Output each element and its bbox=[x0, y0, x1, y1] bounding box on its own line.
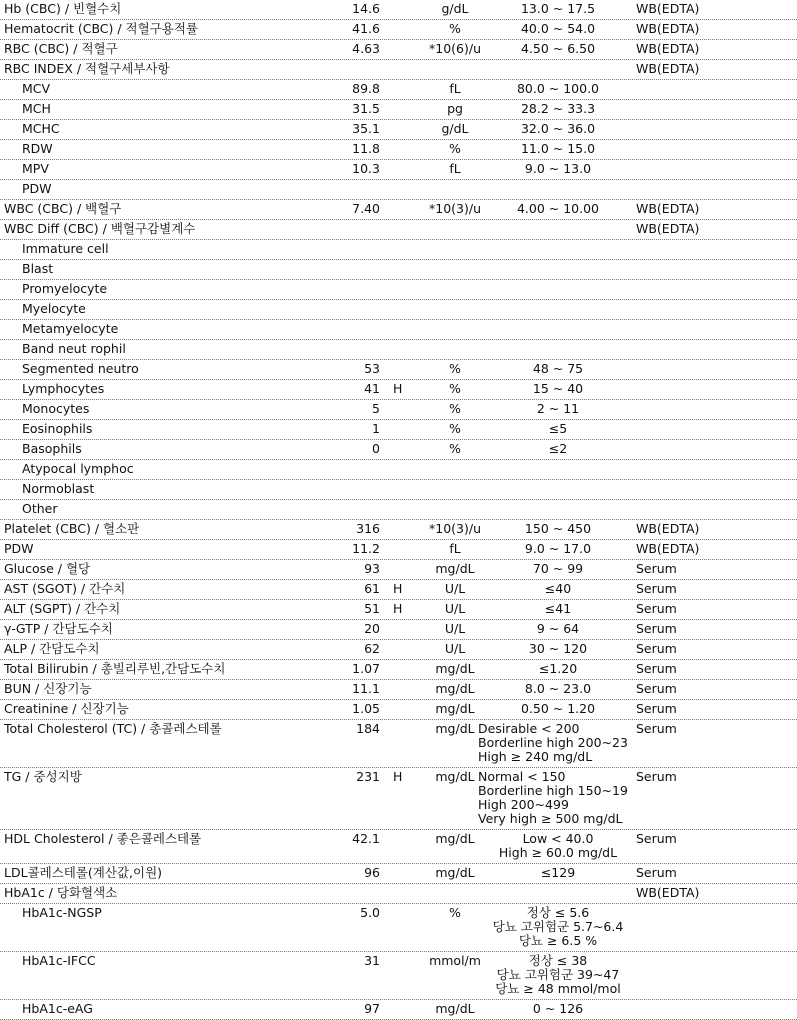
reference-range bbox=[478, 866, 638, 880]
test-name: WBC Diff (CBC) / 백혈구감별계수 bbox=[4, 221, 196, 236]
reference-line: 80.0 ~ 100.0 bbox=[516, 81, 600, 96]
test-name: WBC (CBC) / 백혈구 bbox=[4, 201, 122, 216]
reference-line: 13.0 ~ 17.5 bbox=[520, 1, 596, 16]
abnormal-flag: H bbox=[393, 381, 403, 396]
unit: U/L bbox=[444, 581, 466, 596]
unit: mg/dL bbox=[435, 661, 475, 676]
reference-range bbox=[478, 362, 638, 376]
result-value: 35.1 bbox=[352, 121, 380, 136]
reference-line: Borderline high 200~23 bbox=[478, 735, 628, 750]
specimen: WB(EDTA) bbox=[636, 201, 700, 216]
result-value: 41 bbox=[364, 381, 380, 396]
specimen: WB(EDTA) bbox=[636, 541, 700, 556]
specimen: WB(EDTA) bbox=[636, 1, 700, 16]
reference-line: High ≥ 60.0 mg/dL bbox=[498, 845, 618, 860]
unit: % bbox=[449, 21, 461, 36]
reference-line: 4.00 ~ 10.00 bbox=[516, 201, 600, 216]
reference-range bbox=[478, 832, 638, 860]
reference-range bbox=[478, 722, 638, 764]
specimen: Serum bbox=[636, 769, 677, 784]
abnormal-flag: H bbox=[393, 769, 403, 784]
reference-range bbox=[478, 442, 638, 456]
result-value: 20 bbox=[364, 621, 380, 636]
reference-range bbox=[478, 202, 638, 216]
unit: g/dL bbox=[441, 1, 469, 16]
reference-range bbox=[478, 642, 638, 656]
reference-line: Normal < 150 bbox=[478, 769, 566, 784]
table-row bbox=[0, 904, 797, 952]
reference-line: 9 ~ 64 bbox=[536, 621, 580, 636]
table-row bbox=[0, 480, 797, 500]
reference-line: 정상 ≤ 38 bbox=[528, 953, 588, 968]
reference-line: Low < 40.0 bbox=[522, 831, 594, 846]
table-row bbox=[0, 830, 797, 864]
specimen: Serum bbox=[636, 581, 677, 596]
table-row bbox=[0, 560, 797, 580]
test-name: Creatinine / 신장기능 bbox=[4, 701, 129, 716]
unit: mg/dL bbox=[435, 681, 475, 696]
specimen: Serum bbox=[636, 621, 677, 636]
reference-range bbox=[478, 162, 638, 176]
table-row bbox=[0, 100, 797, 120]
unit: mg/dL bbox=[435, 1001, 475, 1016]
unit: % bbox=[449, 361, 461, 376]
unit: % bbox=[449, 401, 461, 416]
table-row bbox=[0, 160, 797, 180]
test-name: Eosinophils bbox=[22, 421, 93, 436]
test-name: RBC INDEX / 적혈구세부사항 bbox=[4, 61, 170, 76]
reference-range bbox=[478, 42, 638, 56]
result-value: 96 bbox=[364, 865, 380, 880]
test-name: Total Cholesterol (TC) / 총콜레스테롤 bbox=[4, 721, 222, 736]
reference-range bbox=[478, 2, 638, 16]
test-name: Hematocrit (CBC) / 적혈구용적률 bbox=[4, 21, 199, 36]
reference-line: 30 ~ 120 bbox=[528, 641, 588, 656]
specimen: Serum bbox=[636, 721, 677, 736]
specimen: WB(EDTA) bbox=[636, 41, 700, 56]
table-row bbox=[0, 884, 797, 904]
unit: g/dL bbox=[441, 121, 469, 136]
test-name: Basophils bbox=[22, 441, 82, 456]
result-value: 42.1 bbox=[352, 831, 380, 846]
table-row bbox=[0, 320, 797, 340]
test-name: MCV bbox=[22, 81, 51, 96]
result-value: 184 bbox=[356, 721, 380, 736]
table-row bbox=[0, 680, 797, 700]
reference-range bbox=[478, 22, 638, 36]
specimen: Serum bbox=[636, 681, 677, 696]
unit: mg/dL bbox=[435, 831, 475, 846]
reference-range bbox=[478, 954, 638, 996]
unit: mg/dL bbox=[435, 561, 475, 576]
result-value: 11.1 bbox=[352, 681, 380, 696]
test-name: Other bbox=[22, 501, 58, 516]
result-value: 93 bbox=[364, 561, 380, 576]
test-name: Atypocal lymphoc bbox=[22, 461, 134, 476]
unit: mmol/m bbox=[429, 953, 481, 968]
result-value: 97 bbox=[364, 1001, 380, 1016]
table-row bbox=[0, 620, 797, 640]
test-name: Myelocyte bbox=[22, 301, 86, 316]
table-row bbox=[0, 180, 797, 200]
reference-line: Borderline high 150~19 bbox=[478, 783, 628, 798]
unit: fL bbox=[449, 161, 461, 176]
reference-line: Desirable < 200 bbox=[478, 721, 580, 736]
reference-range bbox=[478, 102, 638, 116]
table-row bbox=[0, 20, 797, 40]
test-name: LDL콜레스테롤(계산값,이원) bbox=[4, 865, 163, 880]
table-row bbox=[0, 220, 797, 240]
result-value: 11.8 bbox=[352, 141, 380, 156]
table-row bbox=[0, 768, 797, 830]
reference-line: 9.0 ~ 13.0 bbox=[524, 161, 592, 176]
table-row bbox=[0, 1000, 797, 1020]
reference-line: 2 ~ 11 bbox=[536, 401, 580, 416]
test-name: γ-GTP / 간담도수치 bbox=[4, 621, 113, 636]
unit: mg/dL bbox=[435, 701, 475, 716]
reference-line: 150 ~ 450 bbox=[524, 521, 592, 536]
reference-line: 정상 ≤ 5.6 bbox=[526, 905, 590, 920]
unit: fL bbox=[449, 81, 461, 96]
reference-line: 4.50 ~ 6.50 bbox=[520, 41, 596, 56]
reference-line: ≤5 bbox=[548, 421, 568, 436]
table-row bbox=[0, 60, 797, 80]
result-value: 0 bbox=[372, 441, 380, 456]
test-name: PDW bbox=[4, 541, 34, 556]
table-row bbox=[0, 660, 797, 680]
reference-line: 40.0 ~ 54.0 bbox=[520, 21, 596, 36]
reference-line: 48 ~ 75 bbox=[532, 361, 584, 376]
table-row bbox=[0, 440, 797, 460]
reference-line: 당뇨 ≥ 6.5 % bbox=[518, 933, 598, 948]
specimen: Serum bbox=[636, 831, 677, 846]
test-name: HbA1c-eAG bbox=[22, 1001, 93, 1016]
unit: % bbox=[449, 421, 461, 436]
unit: *10(3)/u bbox=[429, 521, 481, 536]
table-row bbox=[0, 200, 797, 220]
unit: mg/dL bbox=[435, 721, 475, 736]
reference-line: 32.0 ~ 36.0 bbox=[520, 121, 596, 136]
reference-range bbox=[478, 382, 638, 396]
reference-line: 0.50 ~ 1.20 bbox=[520, 701, 596, 716]
table-row bbox=[0, 864, 797, 884]
test-name: Monocytes bbox=[22, 401, 90, 416]
reference-line: 9.0 ~ 17.0 bbox=[524, 541, 592, 556]
reference-line: ≤129 bbox=[540, 865, 576, 880]
table-row bbox=[0, 460, 797, 480]
result-value: 61 bbox=[364, 581, 380, 596]
result-value: 5 bbox=[372, 401, 380, 416]
table-row bbox=[0, 40, 797, 60]
reference-range bbox=[478, 82, 638, 96]
result-value: 5.0 bbox=[360, 905, 380, 920]
test-name: MCH bbox=[22, 101, 51, 116]
result-value: 51 bbox=[364, 601, 380, 616]
result-value: 4.63 bbox=[352, 41, 380, 56]
reference-range bbox=[478, 1002, 638, 1016]
reference-line: ≤2 bbox=[548, 441, 568, 456]
specimen: Serum bbox=[636, 701, 677, 716]
result-value: 7.40 bbox=[352, 201, 380, 216]
table-row bbox=[0, 580, 797, 600]
result-value: 1.05 bbox=[352, 701, 380, 716]
specimen: WB(EDTA) bbox=[636, 21, 700, 36]
result-value: 1 bbox=[372, 421, 380, 436]
reference-range bbox=[478, 702, 638, 716]
table-row bbox=[0, 260, 797, 280]
test-name: Metamyelocyte bbox=[22, 321, 119, 336]
unit: U/L bbox=[444, 601, 466, 616]
result-value: 14.6 bbox=[352, 1, 380, 16]
test-name: Total Bilirubin / 총빌리루빈,간담도수치 bbox=[4, 661, 226, 676]
unit: *10(6)/u bbox=[429, 41, 481, 56]
result-value: 89.8 bbox=[352, 81, 380, 96]
test-name: AST (SGOT) / 간수치 bbox=[4, 581, 126, 596]
test-name: RDW bbox=[22, 141, 53, 156]
table-row bbox=[0, 420, 797, 440]
reference-range bbox=[478, 602, 638, 616]
result-value: 31 bbox=[364, 953, 380, 968]
unit: mg/dL bbox=[435, 769, 475, 784]
reference-line: 0 ~ 126 bbox=[532, 1001, 584, 1016]
table-row bbox=[0, 640, 797, 660]
reference-range bbox=[478, 422, 638, 436]
reference-range bbox=[478, 906, 638, 948]
test-name: TG / 중성지방 bbox=[4, 769, 82, 784]
test-name: Blast bbox=[22, 261, 54, 276]
result-value: 1.07 bbox=[352, 661, 380, 676]
reference-range bbox=[478, 542, 638, 556]
reference-line: ≤1.20 bbox=[538, 661, 578, 676]
table-row bbox=[0, 80, 797, 100]
table-row bbox=[0, 520, 797, 540]
reference-range bbox=[478, 522, 638, 536]
table-row bbox=[0, 0, 797, 20]
test-name: Promyelocyte bbox=[22, 281, 108, 296]
test-name: PDW bbox=[22, 181, 52, 196]
unit: fL bbox=[449, 541, 461, 556]
abnormal-flag: H bbox=[393, 581, 403, 596]
result-value: 231 bbox=[356, 769, 380, 784]
reference-range bbox=[478, 662, 638, 676]
table-row bbox=[0, 500, 797, 520]
reference-line: 당뇨 고위험군 39~47 bbox=[496, 967, 620, 982]
table-row bbox=[0, 380, 797, 400]
reference-range bbox=[478, 582, 638, 596]
test-name: Glucose / 혈당 bbox=[4, 561, 91, 576]
unit: U/L bbox=[444, 641, 466, 656]
test-name: RBC (CBC) / 적혈구 bbox=[4, 41, 118, 56]
specimen: Serum bbox=[636, 561, 677, 576]
unit: % bbox=[449, 381, 461, 396]
test-name: ALT (SGPT) / 간수치 bbox=[4, 601, 121, 616]
test-name: Band neut rophil bbox=[22, 341, 126, 356]
reference-line: 당뇨 ≥ 48 mmol/mol bbox=[495, 981, 621, 996]
specimen: Serum bbox=[636, 661, 677, 676]
reference-range bbox=[478, 122, 638, 136]
unit: *10(3)/u bbox=[429, 201, 481, 216]
specimen: Serum bbox=[636, 865, 677, 880]
table-row bbox=[0, 340, 797, 360]
table-row bbox=[0, 400, 797, 420]
result-value: 11.2 bbox=[352, 541, 380, 556]
test-name: HbA1c-NGSP bbox=[22, 905, 102, 920]
test-name: MPV bbox=[22, 161, 49, 176]
reference-line: High ≥ 240 mg/dL bbox=[478, 749, 593, 764]
reference-line: 8.0 ~ 23.0 bbox=[524, 681, 592, 696]
specimen: Serum bbox=[636, 641, 677, 656]
reference-line: 28.2 ~ 33.3 bbox=[520, 101, 596, 116]
table-row bbox=[0, 240, 797, 260]
specimen: WB(EDTA) bbox=[636, 61, 700, 76]
table-row bbox=[0, 600, 797, 620]
reference-range bbox=[478, 562, 638, 576]
reference-range bbox=[478, 142, 638, 156]
result-value: 10.3 bbox=[352, 161, 380, 176]
unit: % bbox=[449, 905, 461, 920]
specimen: WB(EDTA) bbox=[636, 885, 700, 900]
test-name: BUN / 신장기능 bbox=[4, 681, 92, 696]
reference-line: ≤41 bbox=[544, 601, 572, 616]
specimen: Serum bbox=[636, 601, 677, 616]
test-name: HDL Cholesterol / 좋은콜레스테롤 bbox=[4, 831, 202, 846]
reference-line: 당뇨 고위험군 5.7~6.4 bbox=[492, 919, 624, 934]
test-name: Hb (CBC) / 빈혈수치 bbox=[4, 1, 122, 16]
table-row bbox=[0, 280, 797, 300]
table-row bbox=[0, 140, 797, 160]
test-name: MCHC bbox=[22, 121, 60, 136]
unit: U/L bbox=[444, 621, 466, 636]
specimen: WB(EDTA) bbox=[636, 221, 700, 236]
table-row bbox=[0, 300, 797, 320]
result-value: 316 bbox=[356, 521, 380, 536]
test-name: HbA1c / 당화혈색소 bbox=[4, 885, 118, 900]
test-name: Normoblast bbox=[22, 481, 95, 496]
result-value: 41.6 bbox=[352, 21, 380, 36]
reference-line: 70 ~ 99 bbox=[532, 561, 584, 576]
result-value: 62 bbox=[364, 641, 380, 656]
reference-range bbox=[478, 622, 638, 636]
result-value: 31.5 bbox=[352, 101, 380, 116]
reference-line: High 200~499 bbox=[478, 797, 569, 812]
table-row bbox=[0, 120, 797, 140]
test-name: Segmented neutro bbox=[22, 361, 139, 376]
table-row bbox=[0, 720, 797, 768]
reference-line: Very high ≥ 500 mg/dL bbox=[478, 811, 623, 826]
reference-range bbox=[478, 682, 638, 696]
test-name: HbA1c-IFCC bbox=[22, 953, 96, 968]
unit: % bbox=[449, 141, 461, 156]
test-name: ALP / 간담도수치 bbox=[4, 641, 100, 656]
unit: % bbox=[449, 441, 461, 456]
table-row bbox=[0, 700, 797, 720]
reference-range bbox=[478, 770, 638, 826]
table-row bbox=[0, 540, 797, 560]
abnormal-flag: H bbox=[393, 601, 403, 616]
reference-line: 11.0 ~ 15.0 bbox=[520, 141, 596, 156]
test-name: Platelet (CBC) / 혈소판 bbox=[4, 521, 140, 536]
table-row bbox=[0, 360, 797, 380]
reference-range bbox=[478, 402, 638, 416]
result-value: 53 bbox=[364, 361, 380, 376]
reference-line: ≤40 bbox=[544, 581, 572, 596]
test-name: Immature cell bbox=[22, 241, 109, 256]
unit: pg bbox=[447, 101, 463, 116]
table-row bbox=[0, 952, 797, 1000]
specimen: WB(EDTA) bbox=[636, 521, 700, 536]
reference-line: 15 ~ 40 bbox=[532, 381, 584, 396]
unit: mg/dL bbox=[435, 865, 475, 880]
test-name: Lymphocytes bbox=[22, 381, 105, 396]
